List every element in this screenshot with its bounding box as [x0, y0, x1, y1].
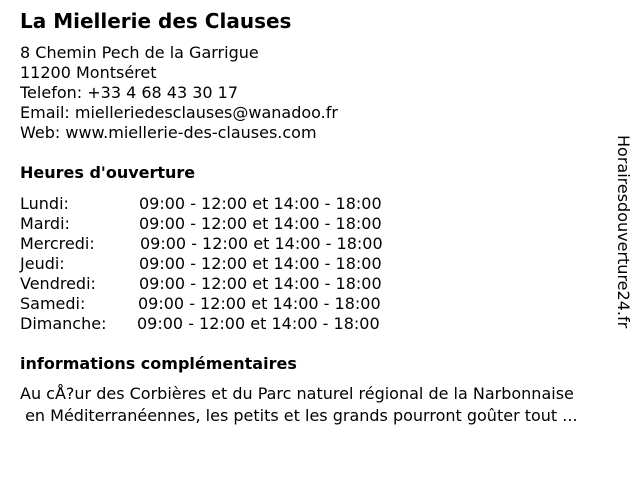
email-address: Email: mielleriedesclauses@wanadoo.fr — [20, 103, 338, 122]
address-line-2: 11200 Montséret — [20, 63, 157, 82]
hours-heading: Heures d'ouverture — [20, 163, 196, 182]
address-line-1: 8 Chemin Pech de la Garrigue — [20, 43, 259, 62]
day-hours: 09:00 - 12:00 et 14:00 - 18:00 — [139, 194, 382, 213]
day-hours: 09:00 - 12:00 et 14:00 - 18:00 — [139, 214, 382, 233]
info-line-1: Au cÅ?ur des Corbières et du Parc naturel régional de la Narbonnaise — [20, 384, 574, 403]
business-name: La Miellerie des Clauses — [20, 9, 292, 33]
info-text — [20, 383, 630, 427]
day-hours: 09:00 - 12:00 et 14:00 - 18:00 — [139, 274, 382, 293]
day-label: Lundi: — [20, 194, 69, 213]
info-line-2: en Méditerranéennes, les petits et les grands pourront goûter tout ... — [20, 406, 578, 425]
day-label: Dimanche: — [20, 314, 107, 333]
day-label: Vendredi: — [20, 274, 96, 293]
day-label: Jeudi: — [20, 254, 65, 273]
day-hours: 09:00 - 12:00 et 14:00 - 18:00 — [137, 314, 380, 333]
phone-number: Telefon: +33 4 68 43 30 17 — [20, 83, 239, 102]
info-heading: informations complémentaires — [20, 354, 297, 373]
day-hours: 09:00 - 12:00 et 14:00 - 18:00 — [138, 294, 381, 313]
day-hours: 09:00 - 12:00 et 14:00 - 18:00 — [140, 234, 383, 253]
day-label: Mardi: — [20, 214, 70, 233]
day-label: Mercredi: — [20, 234, 95, 253]
website: Web: www.miellerie-des-clauses.com — [20, 123, 317, 142]
watermark-site-name: Horairesdouverture24.fr — [614, 135, 633, 329]
day-label: Samedi: — [20, 294, 86, 313]
contact-block — [20, 43, 338, 143]
day-hours: 09:00 - 12:00 et 14:00 - 18:00 — [139, 254, 382, 273]
